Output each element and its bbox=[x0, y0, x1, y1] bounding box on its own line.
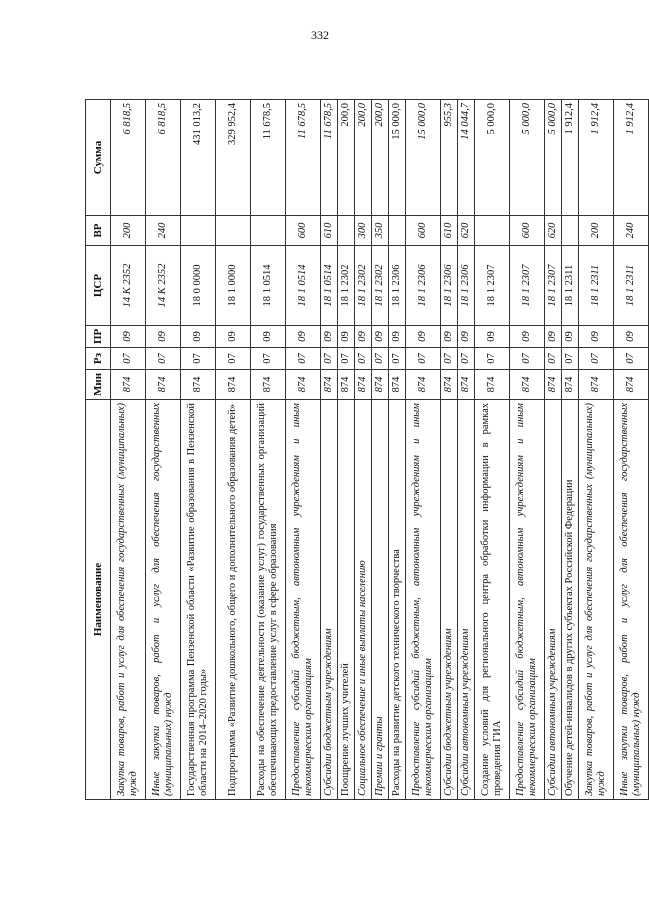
cell-min: 874 bbox=[562, 370, 579, 400]
cell-name: Закупка товаров, работ и услуг для обеспечения государственных (муниципальных) нужд bbox=[579, 400, 614, 800]
cell-pr: 09 bbox=[406, 326, 441, 348]
cell-sum: 6 818,5 bbox=[111, 100, 146, 216]
cell-csr: 18 0 0000 bbox=[181, 246, 216, 326]
cell-name: Премии и гранты bbox=[372, 400, 389, 800]
cell-name: Предоставление субсидий бюджетным, автономным учреждениям и иным некоммерческим организациям bbox=[286, 400, 321, 800]
cell-csr: 18 1 2306 bbox=[389, 246, 406, 326]
table-row bbox=[545, 100, 562, 800]
cell-min: 874 bbox=[579, 370, 614, 400]
cell-vr bbox=[389, 216, 406, 246]
cell-vr: 300 bbox=[355, 216, 372, 246]
cell-rz: 07 bbox=[441, 348, 458, 370]
table-row bbox=[441, 100, 458, 800]
cell-name: Государственная программа Пензенской области «Развитие образования в Пензенской области на 2014–2020 годы» bbox=[181, 400, 216, 800]
cell-rz: 07 bbox=[562, 348, 579, 370]
cell-vr: 240 bbox=[146, 216, 181, 246]
cell-pr: 09 bbox=[251, 326, 286, 348]
cell-rz: 07 bbox=[338, 348, 355, 370]
table-row bbox=[372, 100, 389, 800]
cell-min: 874 bbox=[146, 370, 181, 400]
cell-csr: 18 1 2306 bbox=[441, 246, 458, 326]
cell-min: 874 bbox=[355, 370, 372, 400]
cell-min: 874 bbox=[406, 370, 441, 400]
cell-rz: 07 bbox=[146, 348, 181, 370]
cell-rz: 07 bbox=[545, 348, 562, 370]
table-row bbox=[251, 100, 286, 800]
rotated-table-container bbox=[85, 100, 642, 800]
cell-min: 874 bbox=[458, 370, 475, 400]
cell-rz: 07 bbox=[216, 348, 251, 370]
cell-sum: 15 000,0 bbox=[389, 100, 406, 216]
cell-name: Расходы на развитие детского технического творчества bbox=[389, 400, 406, 800]
cell-pr: 09 bbox=[510, 326, 545, 348]
cell-sum: 11 678,5 bbox=[286, 100, 321, 216]
cell-min: 874 bbox=[181, 370, 216, 400]
cell-csr: 18 1 0514 bbox=[286, 246, 321, 326]
cell-sum: 200,0 bbox=[372, 100, 389, 216]
cell-csr: 18 1 2302 bbox=[355, 246, 372, 326]
cell-min: 874 bbox=[389, 370, 406, 400]
cell-min: 874 bbox=[475, 370, 510, 400]
cell-vr: 600 bbox=[510, 216, 545, 246]
cell-min: 874 bbox=[111, 370, 146, 400]
cell-rz: 07 bbox=[458, 348, 475, 370]
cell-sum: 14 044,7 bbox=[458, 100, 475, 216]
cell-csr: 14 К 2352 bbox=[146, 246, 181, 326]
cell-rz: 07 bbox=[389, 348, 406, 370]
cell-sum: 5 000,0 bbox=[475, 100, 510, 216]
cell-pr: 09 bbox=[111, 326, 146, 348]
cell-sum: 1 912,4 bbox=[614, 100, 649, 216]
cell-min: 874 bbox=[321, 370, 338, 400]
cell-rz: 07 bbox=[321, 348, 338, 370]
header-csr: ЦСР bbox=[86, 246, 111, 326]
cell-sum: 1 912,4 bbox=[579, 100, 614, 216]
table-body bbox=[111, 100, 649, 800]
cell-pr: 09 bbox=[545, 326, 562, 348]
cell-min: 874 bbox=[338, 370, 355, 400]
cell-vr bbox=[338, 216, 355, 246]
cell-pr: 09 bbox=[286, 326, 321, 348]
cell-name: Создание условий для регионального центра обработки информации в рамках проведения ГИА bbox=[475, 400, 510, 800]
cell-csr: 18 1 2307 bbox=[510, 246, 545, 326]
cell-csr: 18 1 2306 bbox=[406, 246, 441, 326]
cell-vr: 620 bbox=[458, 216, 475, 246]
cell-sum: 200,0 bbox=[355, 100, 372, 216]
table-row bbox=[146, 100, 181, 800]
budget-table bbox=[85, 99, 649, 800]
cell-sum: 431 013,2 bbox=[181, 100, 216, 216]
cell-min: 874 bbox=[441, 370, 458, 400]
cell-csr: 18 1 2302 bbox=[338, 246, 355, 326]
cell-pr: 09 bbox=[338, 326, 355, 348]
cell-csr: 18 1 2311 bbox=[562, 246, 579, 326]
cell-csr: 18 1 2302 bbox=[372, 246, 389, 326]
table-row bbox=[475, 100, 510, 800]
cell-pr: 09 bbox=[146, 326, 181, 348]
cell-pr: 09 bbox=[441, 326, 458, 348]
header-rz: Рз bbox=[86, 348, 111, 370]
cell-pr: 09 bbox=[614, 326, 649, 348]
cell-rz: 07 bbox=[286, 348, 321, 370]
cell-vr: 620 bbox=[545, 216, 562, 246]
header-sum: Сумма bbox=[86, 100, 111, 216]
cell-csr: 14 К 2352 bbox=[111, 246, 146, 326]
cell-vr: 600 bbox=[286, 216, 321, 246]
cell-sum: 329 952,4 bbox=[216, 100, 251, 216]
cell-csr: 18 1 2307 bbox=[545, 246, 562, 326]
table-row bbox=[579, 100, 614, 800]
cell-vr: 610 bbox=[321, 216, 338, 246]
table-row bbox=[355, 100, 372, 800]
cell-vr: 350 bbox=[372, 216, 389, 246]
cell-csr: 18 1 2311 bbox=[614, 246, 649, 326]
table-row bbox=[389, 100, 406, 800]
cell-sum: 5 000,0 bbox=[545, 100, 562, 216]
cell-sum: 11 678,5 bbox=[321, 100, 338, 216]
table-row bbox=[562, 100, 579, 800]
cell-rz: 07 bbox=[579, 348, 614, 370]
cell-sum: 6 818,5 bbox=[146, 100, 181, 216]
cell-vr: 600 bbox=[406, 216, 441, 246]
cell-rz: 07 bbox=[614, 348, 649, 370]
cell-pr: 09 bbox=[181, 326, 216, 348]
cell-vr bbox=[562, 216, 579, 246]
cell-name: Расходы на обеспечение деятельности (оказание услуг) государственных организаций обеспечивающих предоставление услуг в сфере образования bbox=[251, 400, 286, 800]
cell-pr: 09 bbox=[579, 326, 614, 348]
cell-rz: 07 bbox=[181, 348, 216, 370]
cell-min: 874 bbox=[372, 370, 389, 400]
cell-pr: 09 bbox=[372, 326, 389, 348]
cell-vr bbox=[216, 216, 251, 246]
table-row bbox=[458, 100, 475, 800]
cell-name: Иные закупки товаров, работ и услуг для обеспечения государственных (муниципальных) нужд bbox=[146, 400, 181, 800]
cell-min: 874 bbox=[286, 370, 321, 400]
table-row bbox=[181, 100, 216, 800]
cell-name: Субсидии бюджетным учреждениям bbox=[321, 400, 338, 800]
cell-rz: 07 bbox=[111, 348, 146, 370]
cell-pr: 09 bbox=[458, 326, 475, 348]
cell-rz: 07 bbox=[475, 348, 510, 370]
cell-name: Предоставление субсидий бюджетным, автономным учреждениям и иным некоммерческим организациям bbox=[406, 400, 441, 800]
header-vr: ВР bbox=[86, 216, 111, 246]
cell-rz: 07 bbox=[406, 348, 441, 370]
cell-pr: 09 bbox=[216, 326, 251, 348]
cell-rz: 07 bbox=[372, 348, 389, 370]
table-row bbox=[614, 100, 649, 800]
cell-name: Субсидии автономным учреждениям bbox=[545, 400, 562, 800]
page-number: 332 bbox=[311, 28, 329, 42]
cell-vr bbox=[475, 216, 510, 246]
cell-name: Субсидии бюджетным учреждениям bbox=[441, 400, 458, 800]
header-name: Наименование bbox=[86, 400, 111, 800]
table-row bbox=[406, 100, 441, 800]
cell-name: Поощрение лучших учителей bbox=[338, 400, 355, 800]
cell-vr bbox=[251, 216, 286, 246]
cell-pr: 09 bbox=[389, 326, 406, 348]
cell-pr: 09 bbox=[475, 326, 510, 348]
cell-pr: 09 bbox=[321, 326, 338, 348]
cell-csr: 18 1 2306 bbox=[458, 246, 475, 326]
cell-csr: 18 1 2311 bbox=[579, 246, 614, 326]
cell-rz: 07 bbox=[355, 348, 372, 370]
table-row bbox=[510, 100, 545, 800]
cell-csr: 18 1 0514 bbox=[251, 246, 286, 326]
cell-vr bbox=[181, 216, 216, 246]
cell-sum: 955,3 bbox=[441, 100, 458, 216]
cell-min: 874 bbox=[216, 370, 251, 400]
cell-vr: 610 bbox=[441, 216, 458, 246]
header-pr: ПР bbox=[86, 326, 111, 348]
cell-sum: 11 678,5 bbox=[251, 100, 286, 216]
table-row bbox=[338, 100, 355, 800]
cell-name: Закупка товаров, работ и услуг для обеспечения государственных (муниципальных) нужд bbox=[111, 400, 146, 800]
table-row bbox=[216, 100, 251, 800]
cell-rz: 07 bbox=[251, 348, 286, 370]
cell-min: 874 bbox=[251, 370, 286, 400]
cell-rz: 07 bbox=[510, 348, 545, 370]
table-header-row bbox=[86, 100, 111, 800]
cell-sum: 1 912,4 bbox=[562, 100, 579, 216]
cell-name: Подпрограмма «Развитие дошкольного, общего и дополнительного образования детей» bbox=[216, 400, 251, 800]
header-min: Мин bbox=[86, 370, 111, 400]
cell-sum: 5 000,0 bbox=[510, 100, 545, 216]
cell-min: 874 bbox=[614, 370, 649, 400]
cell-name: Иные закупки товаров, работ и услуг для обеспечения государственных (муниципальных) нужд bbox=[614, 400, 649, 800]
cell-csr: 18 1 0514 bbox=[321, 246, 338, 326]
cell-min: 874 bbox=[510, 370, 545, 400]
cell-vr: 200 bbox=[579, 216, 614, 246]
cell-min: 874 bbox=[545, 370, 562, 400]
cell-name: Субсидии автономным учреждениям bbox=[458, 400, 475, 800]
cell-sum: 200,0 bbox=[338, 100, 355, 216]
cell-pr: 09 bbox=[562, 326, 579, 348]
cell-vr: 240 bbox=[614, 216, 649, 246]
table-row bbox=[111, 100, 146, 800]
cell-vr: 200 bbox=[111, 216, 146, 246]
table-row bbox=[286, 100, 321, 800]
cell-name: Социальное обеспечение и иные выплаты населению bbox=[355, 400, 372, 800]
cell-name: Предоставление субсидий бюджетным, автономным учреждениям и иным некоммерческим организациям bbox=[510, 400, 545, 800]
cell-name: Обучение детей-инвалидов в других субъектах Российской Федерации bbox=[562, 400, 579, 800]
cell-csr: 18 1 0000 bbox=[216, 246, 251, 326]
cell-pr: 09 bbox=[355, 326, 372, 348]
table-row bbox=[321, 100, 338, 800]
cell-csr: 18 1 2307 bbox=[475, 246, 510, 326]
cell-sum: 15 000,0 bbox=[406, 100, 441, 216]
